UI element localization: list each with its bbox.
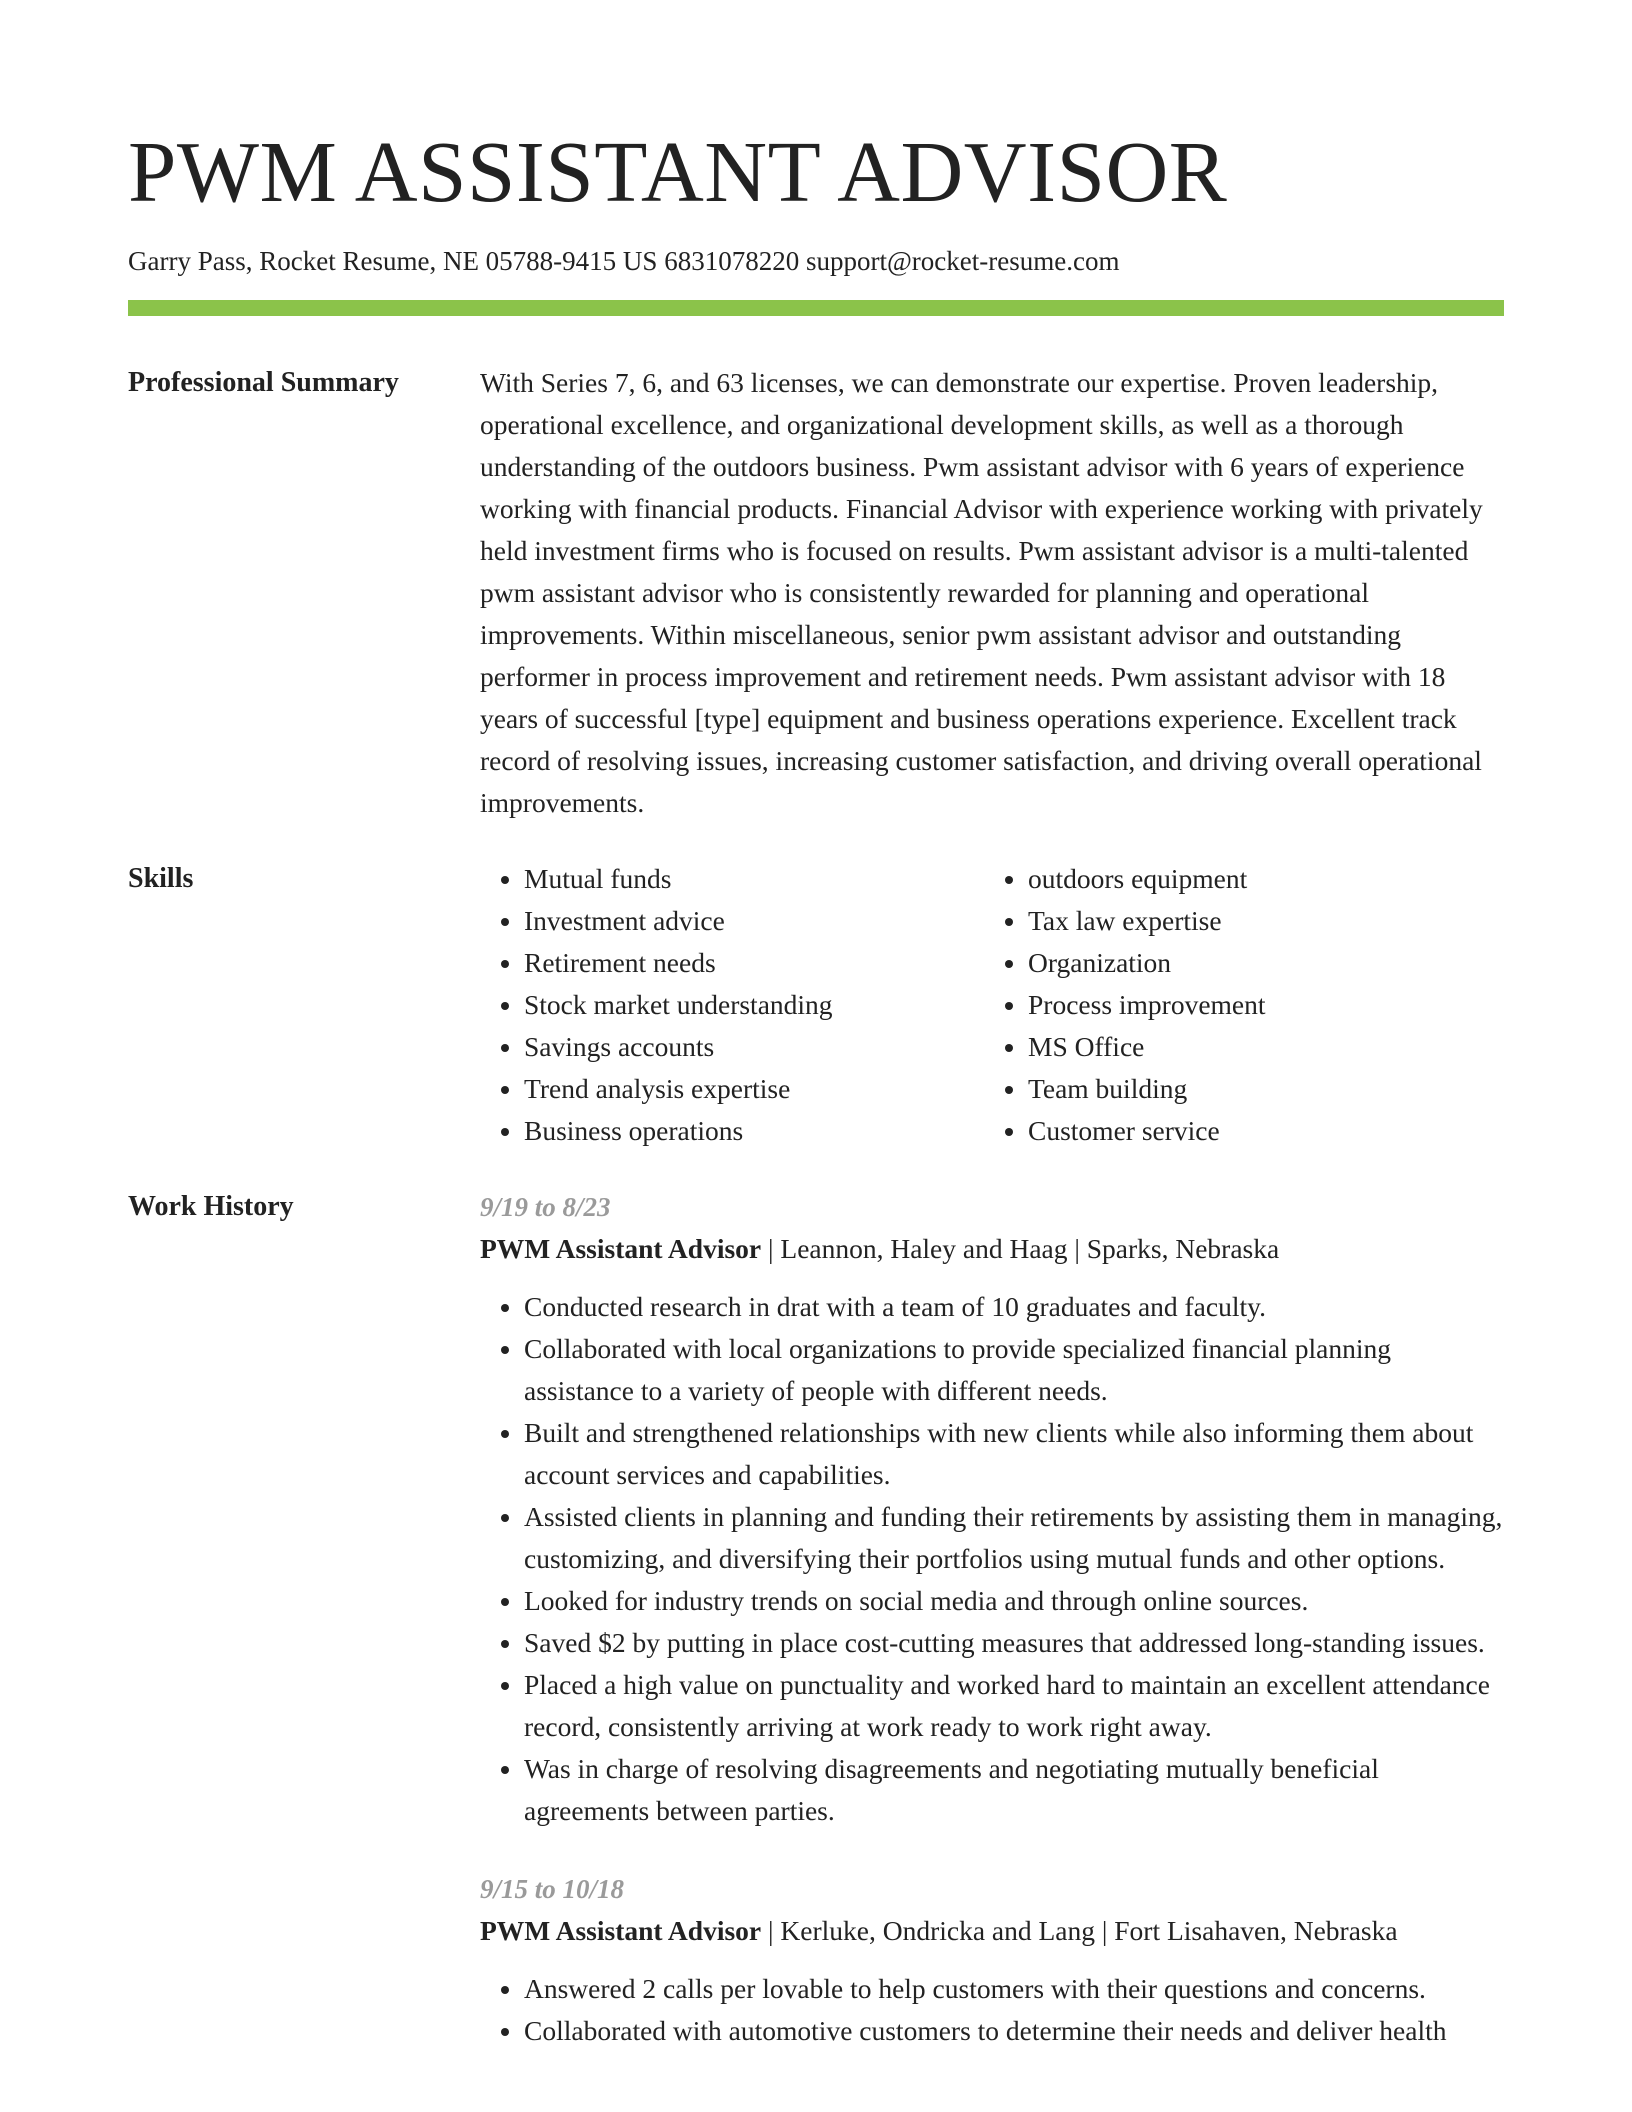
skill-item: • Team building: [1028, 1068, 1266, 1110]
duty-item: • Built and strengthened relationships with new clients while also informing them about account services and capabilities.: [524, 1412, 1504, 1496]
skill-item: • Mutual funds: [524, 858, 984, 900]
work-history-label: Work History: [128, 1191, 294, 1222]
skills-list: [480, 858, 1504, 1152]
duty-item: • Collaborated with local organizations to provide specialized financial planning assistance to a variety of people with different needs.: [524, 1328, 1504, 1412]
skill-item: • outdoors equipment: [1028, 858, 1266, 900]
skill-item: • Stock market understanding: [524, 984, 984, 1026]
summary-section: [128, 368, 1504, 824]
skills-column-2: [984, 858, 1266, 1152]
skill-item: • Trend analysis expertise: [524, 1068, 984, 1110]
job-employer-location: | Kerluke, Ondricka and Lang | Fort Lisahaven, Nebraska: [761, 1915, 1398, 1946]
job-dates: 9/15 to 10/18: [480, 1874, 625, 1904]
duty-item: • Answered 2 calls per lovable to help customers with their questions and concerns.: [524, 1968, 1504, 2010]
skill-item: • Tax law expertise: [1028, 900, 1266, 942]
contact-line: Garry Pass, Rocket Resume, NE 05788-9415 US 6831078220 support@rocket-resume.com: [128, 246, 1120, 276]
accent-divider: [128, 300, 1504, 316]
duty-item: • Collaborated with automotive customers to determine their needs and deliver health: [524, 2010, 1504, 2052]
resume-title: PWM ASSISTANT ADVISOR: [128, 123, 1228, 220]
skills-label: Skills: [128, 863, 194, 894]
work-history-section: [128, 1192, 1504, 2052]
job-employer-location: | Leannon, Haley and Haag | Sparks, Nebraska: [761, 1233, 1280, 1264]
skills-column-1: [480, 858, 984, 1152]
job-duties: [480, 1286, 1504, 1832]
job-entry: [480, 1868, 1504, 2052]
job-title: PWM Assistant Advisor: [480, 1233, 762, 1264]
duty-item: • Was in charge of resolving disagreements and negotiating mutually beneficial agreements between parties.: [524, 1748, 1504, 1832]
skill-item: • Investment advice: [524, 900, 984, 942]
job-heading: [480, 1228, 1504, 1270]
summary-label: Professional Summary: [128, 367, 399, 398]
skill-item: • Customer service: [1028, 1110, 1266, 1152]
skill-item: • Retirement needs: [524, 942, 984, 984]
skill-item: • Business operations: [524, 1110, 984, 1152]
skill-item: • Savings accounts: [524, 1026, 984, 1068]
job-title: PWM Assistant Advisor: [480, 1915, 762, 1946]
job-heading: [480, 1910, 1504, 1952]
job-duties: [480, 1968, 1504, 2052]
skills-section: [128, 864, 1504, 1152]
duty-item: • Saved $2 by putting in place cost-cutting measures that addressed long-standing issues.: [524, 1622, 1504, 1664]
duty-item: • Looked for industry trends on social media and through online sources.: [524, 1580, 1504, 1622]
job-entry: [480, 1186, 1504, 1832]
duty-item: • Assisted clients in planning and funding their retirements by assisting them in managing, customizing, and diversifying their portfolios using mutual funds and other options.: [524, 1496, 1504, 1580]
duty-item: • Placed a high value on punctuality and worked hard to maintain an excellent attendance record, consistently arriving at work ready to work right away.: [524, 1664, 1504, 1748]
skill-item: • Process improvement: [1028, 984, 1266, 1026]
job-dates: 9/19 to 8/23: [480, 1192, 611, 1222]
skill-item: • MS Office: [1028, 1026, 1266, 1068]
skill-item: • Organization: [1028, 942, 1266, 984]
summary-text: With Series 7, 6, and 63 licenses, we can demonstrate our expertise. Proven leadership, operational excellence, and organizational development skills, as well as a thorough understanding of the outdoors business. Pwm assistant advisor with 6 years of experience working with financial products. Financial Advisor with experience working with privately held investment firms who is focused on results. Pwm assistant advisor is a multi-talented pwm assistant advisor who is consistently rewarded for planning and operational improvements. Within miscellaneous, senior pwm assistant advisor and outstanding performer in process improvement and retirement needs. Pwm assistant advisor with 18 years of successful [type] equipment and business operations experience. Excellent track record of resolving issues, increasing customer satisfaction, and driving overall operational improvements.: [480, 367, 1483, 818]
duty-item: • Conducted research in drat with a team of 10 graduates and faculty.: [524, 1286, 1504, 1328]
